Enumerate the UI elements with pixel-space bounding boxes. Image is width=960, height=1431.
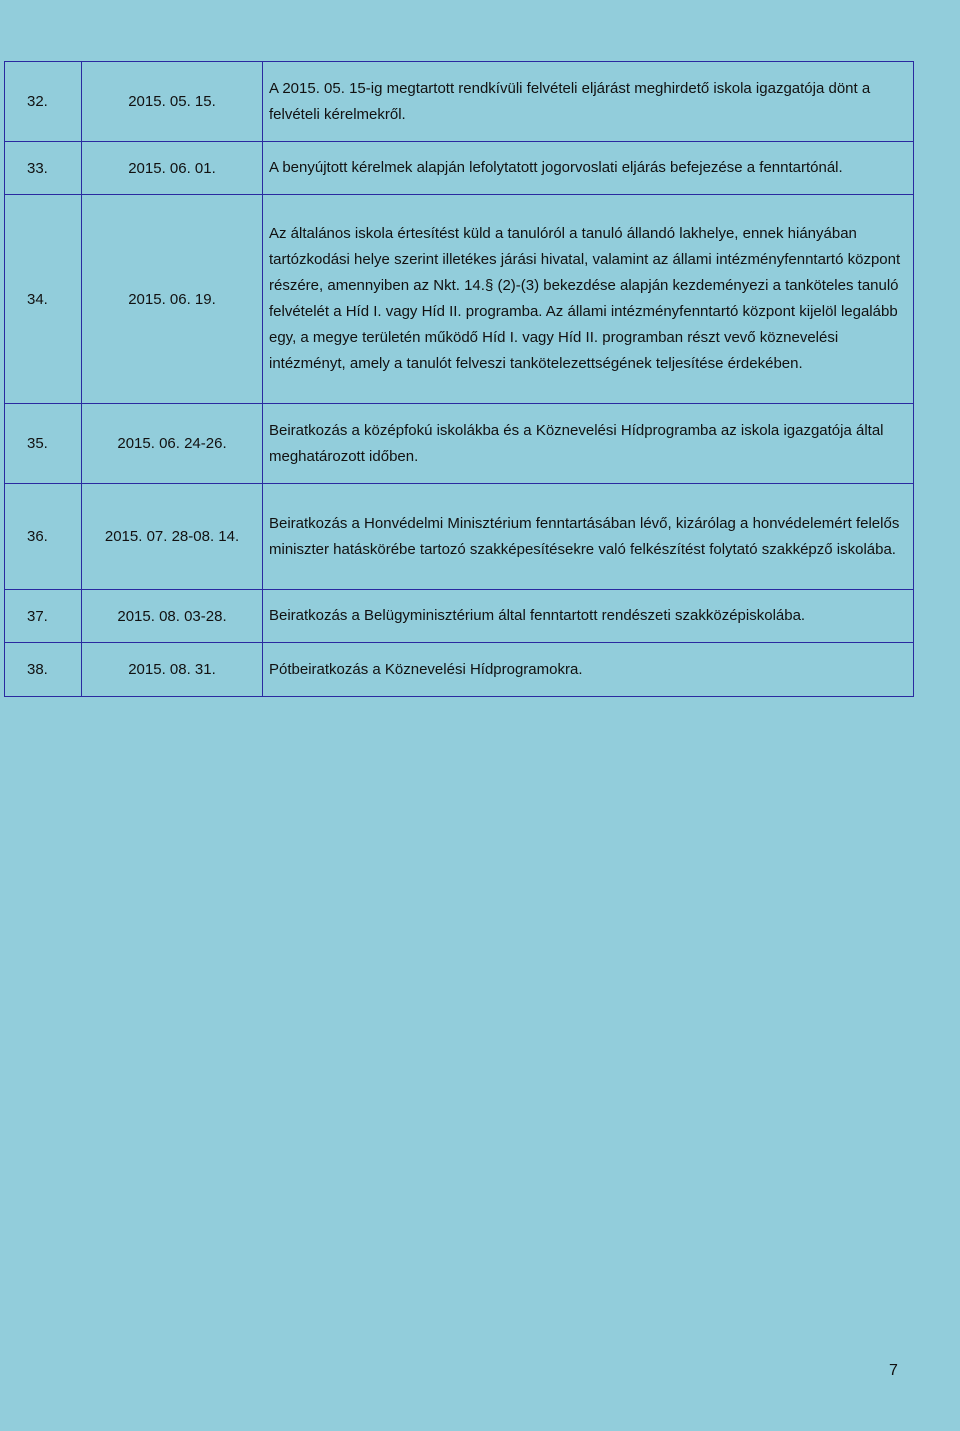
table-row <box>5 484 914 590</box>
table-row <box>5 62 914 142</box>
table-row <box>5 142 914 195</box>
row-date: 2015. 08. 03-28. <box>82 590 263 643</box>
row-number: 36. <box>5 484 82 590</box>
table-row <box>5 195 914 404</box>
row-description: A benyújtott kérelmek alapján lefolytatott jogorvoslati eljárás befejezése a fenntartónál. <box>263 142 914 195</box>
row-date: 2015. 06. 01. <box>82 142 263 195</box>
row-number: 32. <box>5 62 82 142</box>
row-description: Beiratkozás a középfokú iskolákba és a Köznevelési Hídprogramba az iskola igazgatója által meghatározott időben. <box>263 404 914 484</box>
row-number: 34. <box>5 195 82 404</box>
row-number: 35. <box>5 404 82 484</box>
row-description: Beiratkozás a Belügyminisztérium által fenntartott rendészeti szakközépiskolába. <box>263 590 914 643</box>
row-description: Az általános iskola értesítést küld a tanulóról a tanuló állandó lakhelye, ennek hiányában tartózkodási helye szerint illetékes járási hivatal, valamint az állami intézményfenntartó központ részére, amennyiben az Nkt. 14.§ (2)-(3) bekezdése alapján kezdeményezi a tanköteles tanuló felvételét a Híd I. vagy Híd II. programba. Az állami intézményfenntartó központ kijelöl legalább egy, a megye területén működő Híd I. vagy Híd II. programban részt vevő köznevelési intézményt, amely a tanulót felveszi tankötelezettségének teljesítése érdekében. <box>263 195 914 404</box>
row-number: 38. <box>5 643 82 697</box>
row-description: A 2015. 05. 15-ig megtartott rendkívüli felvételi eljárást meghirdető iskola igazgatója dönt a felvételi kérelmekről. <box>263 62 914 142</box>
row-description: Pótbeiratkozás a Köznevelési Hídprogramokra. <box>263 643 914 697</box>
row-date: 2015. 05. 15. <box>82 62 263 142</box>
page-number: 7 <box>889 1362 898 1379</box>
schedule-table <box>4 61 914 697</box>
row-date: 2015. 08. 31. <box>82 643 263 697</box>
row-date: 2015. 06. 24-26. <box>82 404 263 484</box>
table-row <box>5 643 914 697</box>
row-date: 2015. 06. 19. <box>82 195 263 404</box>
table-row <box>5 590 914 643</box>
row-number: 37. <box>5 590 82 643</box>
row-description: Beiratkozás a Honvédelmi Minisztérium fenntartásában lévő, kizárólag a honvédelemért felelős miniszter hatáskörébe tartozó szakképesítésekre való felkészítést folytató szakképző iskolába. <box>263 484 914 590</box>
table-row <box>5 404 914 484</box>
row-date: 2015. 07. 28-08. 14. <box>82 484 263 590</box>
row-number: 33. <box>5 142 82 195</box>
